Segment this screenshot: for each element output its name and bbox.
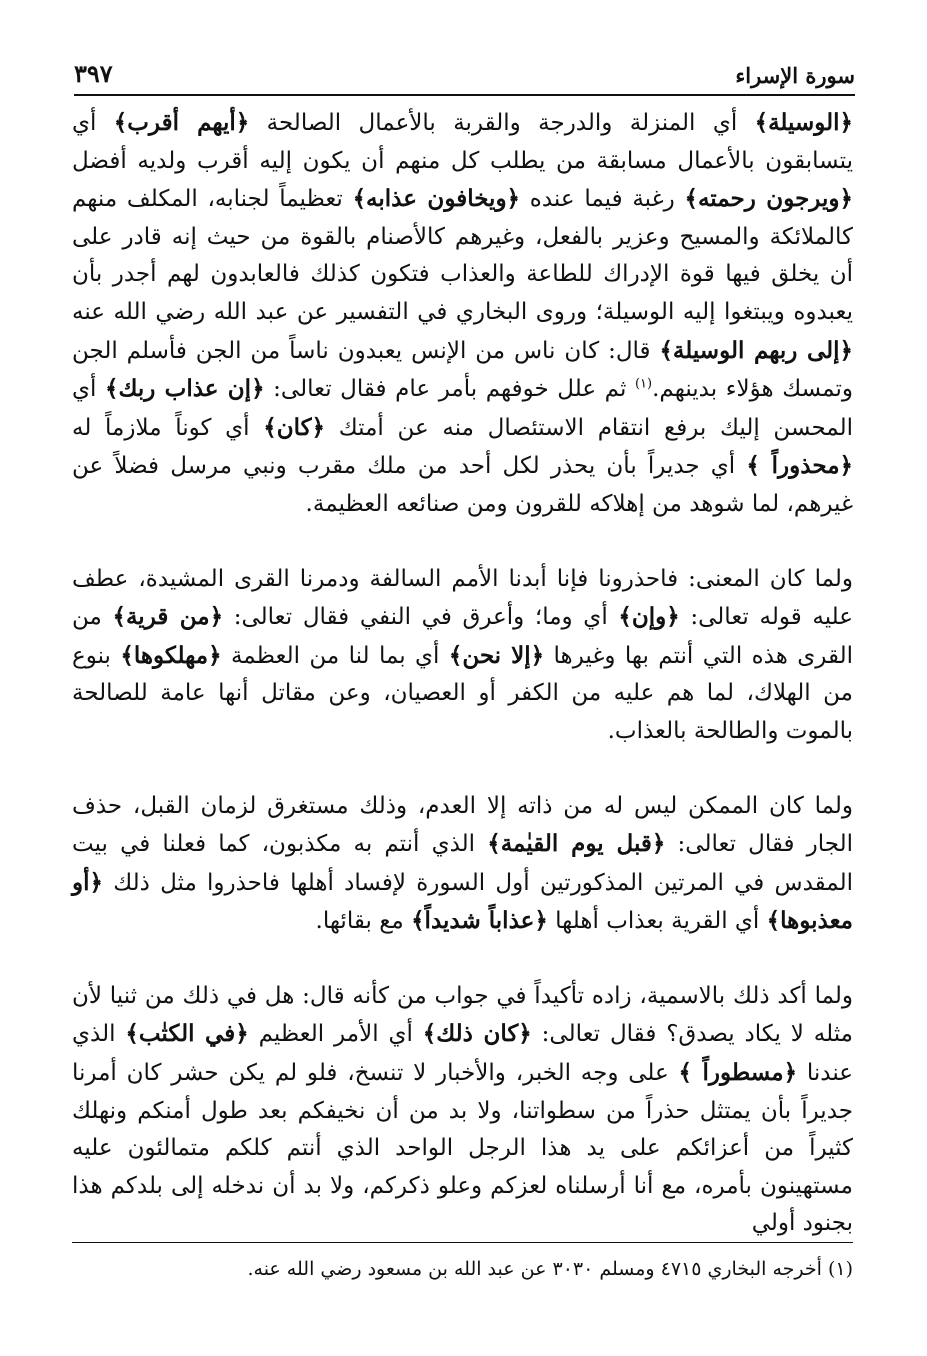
footnote-reference: (١)	[634, 376, 653, 392]
quran-quote: ﴿ويرجون رحمته﴾	[684, 185, 853, 213]
quran-quote: ﴿وإن﴾	[618, 603, 680, 631]
text-segment: ثم علل خوفهم بأمر عام فقال تعالى:	[264, 376, 635, 403]
text-segment: أي المنزلة والدرجة والقربة بالأعمال الصالحة	[249, 110, 755, 136]
quran-quote: ﴿الوسيلة﴾	[754, 109, 853, 136]
footnote-marker: (١)	[827, 1258, 853, 1280]
quran-quote: ﴿عذاباً شديداً﴾	[411, 907, 548, 935]
text-segment: تعظيماً لجنابه، المكلف منهم كالملائكة والمسيح وعزير بالفعل، وغيرهم كالأصنام بالقوة من حيث إنه قادر على أن يخلق فيها قوة الإدراك للطاعة والعذاب فتكون كذلك فالعابدون لهم أجدر بأن يعبدوه ويبتغوا إليه الوسيلة؛ وروى البخاري في التفسير عن عبد الله رضي الله عنه	[72, 186, 853, 325]
footnote-text: أخرجه البخاري ٤٧١٥ ومسلم ٣٠٣٠ عن عبد الله بن مسعود رضي الله عنه.	[247, 1258, 822, 1280]
page-header	[74, 50, 855, 96]
quran-quote: ﴿إلا نحن﴾	[448, 641, 545, 669]
quran-quote: ﴿أيهم أقرب﴾	[113, 109, 250, 136]
main-text	[72, 104, 853, 1243]
text-segment: على وجه الخبر، والأخبار لا تنسخ، فلو لم يكن حشر كان أمرنا جديراً بأن يمتثل حذراً من سطواتنا، ولا بد من أن نخيفكم بعد طول أمنكم ونهلك كثيراً من أعزائكم على يد هذا الرجل الواحد الذي أنتم كلكم متمالئون عليه مستهينون بأمره، مع أنا أرسلناه لعزكم وعلو ذكركم، ولا بد أن ندخله إلى بلدكم هذا بجنود أولي	[72, 1060, 853, 1237]
quran-quote: ﴿أو معذبوها﴾	[72, 868, 853, 935]
page-number: ٣٩٧	[74, 59, 113, 88]
text-segment: الذي أنتم به مكذبون، كما فعلنا في بيت المقدس في المرتين المذكورتين أول السورة لإفساد أهلها فاحذروا مثل ذلك	[72, 831, 853, 896]
paragraph	[72, 788, 853, 941]
surah-title: سورة الإسراء	[735, 63, 855, 88]
quran-quote: ﴿إلى ربهم الوسيلة﴾	[659, 336, 853, 364]
text-segment: أي كوناً ملازماً له	[72, 414, 264, 441]
text-segment: مع بقائها.	[315, 908, 412, 935]
text-segment: قال: كان ناس من الإنس يعبدون ناساً من الجن فأسلم الجن وتمسك هؤلاء بدينهم.	[72, 337, 853, 403]
footnote	[72, 1256, 853, 1282]
quran-quote: ﴿ويخافون عذابه﴾	[352, 185, 521, 213]
paragraph	[72, 561, 853, 751]
text-segment: أي الأمر العظيم	[248, 1021, 423, 1048]
quran-quote: ﴿كان ذلك﴾	[422, 1020, 532, 1048]
text-segment: أي بما لنا من العظمة	[221, 642, 449, 669]
text-segment: من القرى هذه التي أنتم بها وغيرها	[72, 604, 853, 669]
quran-quote: ﴿كان﴾	[263, 413, 326, 441]
text-segment: ولما أكد ذلك بالاسمية، زاده تأكيداً في جواب من كأنه قال: هل في ذلك من ثنيا لأن مثله لا يكاد يصدق؟ فقال تعالى:	[72, 982, 853, 1048]
paragraph	[72, 104, 853, 524]
quran-quote: ﴿مهلكوها﴾	[120, 641, 222, 669]
text-segment: بنوع من الهلاك، لما هم عليه من الكفر أو العصيان، وعن مقاتل أنها عامة للصالحة بالموت والطالحة بالعذاب.	[72, 642, 853, 744]
text-segment: أي جديراً بأن يحذر لكل أحد من ملك مقرب ونبي مرسل فضلاً عن غيرهم، لما شوهد من إهلاكه للقرون ومن صنائعه العظيمة.	[72, 453, 853, 517]
text-segment: ولما كان الممكن ليس له من ذاته إلا العدم، وذلك مستغرق لزمان القبل، حذف الجار فقال تعالى:	[72, 792, 853, 858]
text-segment: أي القرية بعذاب أهلها	[547, 908, 767, 935]
text-segment: ولما كان المعنى: فاحذرونا فإنا أبدنا الأمم السالفة ودمرنا القرى المشيدة، عطف عليه قوله تعالى:	[72, 565, 853, 631]
quran-quote: ﴿إن عذاب ربك﴾	[105, 375, 265, 403]
text-segment: رغبة فيما عنده	[520, 186, 685, 213]
text-segment: أي المحسن إليك برفع انتقام الاستئصال منه عن أمتك	[72, 376, 854, 441]
quran-quote: ﴿مسطوراً ﴾	[678, 1059, 798, 1087]
quran-quote: ﴿في الكتٰب﴾	[125, 1020, 249, 1048]
quran-quote: ﴿محذوراً ﴾	[746, 452, 853, 480]
quran-quote: ﴿قبل يوم القيٰمة﴾	[487, 830, 666, 858]
text-segment: أي وما؛ وأعرق في النفي فقال تعالى:	[223, 604, 619, 631]
text-segment: الذي عندنا	[72, 1021, 853, 1087]
paragraph	[72, 978, 853, 1243]
text-segment: أي يتسابقون بالأعمال مسابقة من يطلب كل منهم أن يكون إليه أقرب ولديه أفضل	[72, 110, 853, 174]
footnote-divider	[72, 1242, 853, 1243]
quran-quote: ﴿من قرية﴾	[112, 603, 224, 631]
